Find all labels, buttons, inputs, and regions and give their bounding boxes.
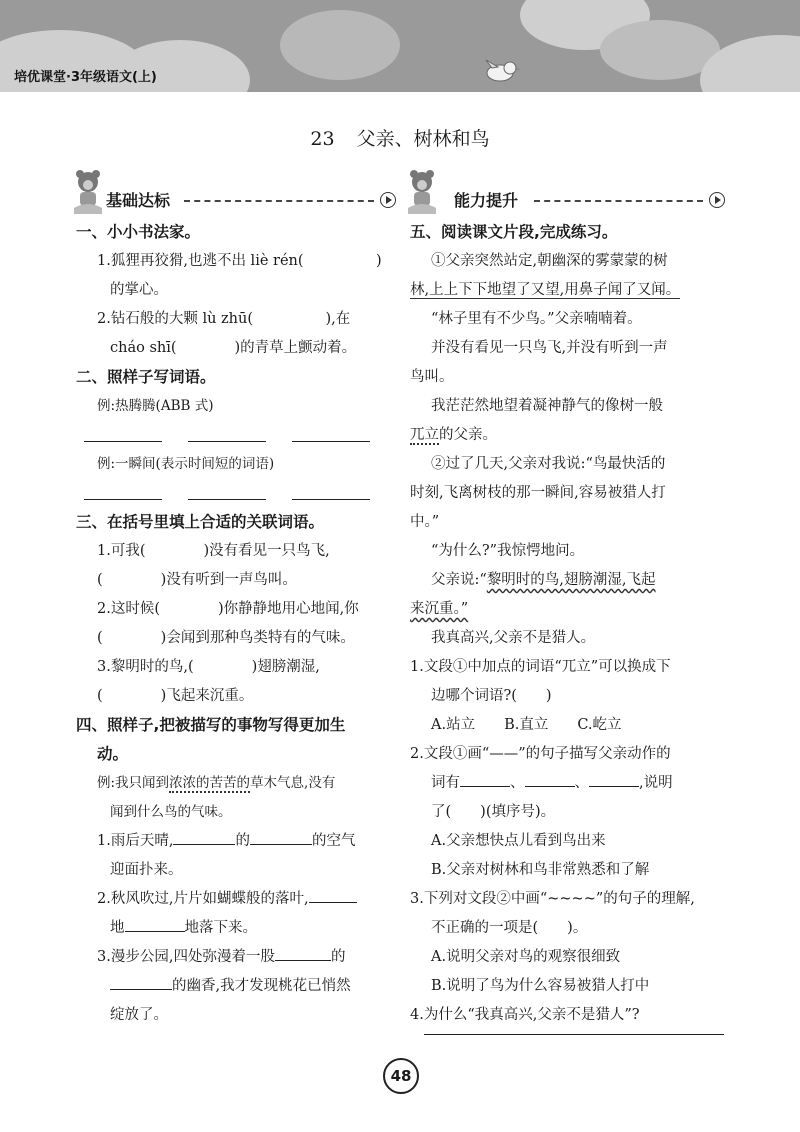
q4-line-7: 绽放了。 (110, 1007, 168, 1023)
q1-line-4: cháo shī( )的青草上颤动着。 (110, 340, 357, 356)
passage-7b (410, 595, 725, 624)
q3-line-4: ( )会闻到那种鸟类特有的气味。 (97, 630, 355, 646)
sub-q2-b1: 词有 (431, 775, 460, 791)
banner-title: 培优课堂·3年级语文(上) (14, 70, 157, 85)
passage-5c: 中。” (410, 514, 440, 530)
section-header-basic (76, 170, 396, 218)
section-divider (534, 200, 703, 202)
q4-blank-1[interactable] (173, 828, 235, 845)
sub-q4-answer-line[interactable] (424, 1034, 724, 1035)
q4-title-2: 动。 (97, 745, 129, 763)
section-divider (184, 200, 374, 202)
q4-l1-b: 的 (235, 833, 250, 849)
section-header-advanced (410, 170, 725, 218)
sub-q3-a: 3.下列对文段②中画“~~~~”的句子的理解, (410, 891, 695, 907)
play-icon (709, 192, 725, 208)
q2-answer-row-1[interactable] (76, 421, 396, 450)
passage-4a: 我茫茫然地望着凝神静气的像树一般 (431, 398, 663, 414)
passage-6: “为什么?”我惊愕地问。 (431, 543, 585, 559)
q3-line-1: 1.可我( )没有看见一只鸟飞, (97, 543, 330, 559)
sub-q1-b: 边哪个词语?( ) (431, 688, 552, 704)
passage-1b-underlined: 林,上上下下地望了又望,用鼻子闻了又闻。 (410, 282, 681, 298)
q4-l4-b: 地落下来。 (184, 920, 257, 936)
q4-example-emphasis: 浓浓的苦苦的 (169, 775, 251, 791)
passage-7a (410, 566, 725, 595)
passage-2: “林子里有不少鸟。”父亲喃喃着。 (431, 311, 642, 327)
sub-q2-blank-3[interactable] (589, 770, 639, 787)
q4-line-4 (76, 914, 396, 943)
section-label-basic: 基础达标 (106, 191, 171, 210)
passage-dotted-word: 兀立 (410, 427, 439, 443)
right-column (410, 170, 725, 1030)
q4-example-part-c: 草木气息,没有 (250, 775, 336, 791)
q4-blank-2[interactable] (250, 828, 312, 845)
q3-line-2: ( )没有听到一声鸟叫。 (97, 572, 297, 588)
sub-q3-option-b[interactable]: B.说明了鸟为什么容易被猎人打中 (431, 978, 650, 994)
q4-l6: 的幽香,我才发现桃花已悄然 (172, 978, 351, 994)
sub-q2-blank-1[interactable] (460, 770, 510, 787)
sub-q2-blank-2[interactable] (525, 770, 575, 787)
q2-example-1: 例:热腾腾(ABB 式) (97, 398, 214, 414)
q4-blank-6[interactable] (110, 973, 172, 990)
page-number: 48 (383, 1058, 419, 1094)
q4-l5-a: 3.漫步公园,四处弥漫着一股 (97, 949, 275, 965)
q3-line-5: 3.黎明时的鸟,( )翅膀潮湿, (97, 659, 320, 675)
sub-q2-c: 了( )(填序号)。 (431, 804, 556, 820)
passage-1b (410, 276, 725, 305)
sub-q1-options[interactable]: A.站立 B.直立 C.屹立 (431, 717, 622, 733)
section-label-advanced: 能力提升 (454, 191, 519, 210)
q2-answer-row-2[interactable] (76, 479, 396, 508)
lesson-number: 23 (310, 128, 335, 150)
q3-title: 三、在括号里填上合适的关联词语。 (76, 513, 325, 531)
q4-l3: 2.秋风吹过,片片如蝴蝶般的落叶, (97, 891, 309, 907)
passage-4b-rest: 的父亲。 (439, 427, 497, 443)
passage-7b-wavy: 来沉重。” (410, 601, 469, 617)
q1-line-1: 1.狐狸再狡猾,也逃不出 liè rén( ) (97, 253, 382, 269)
sub-q2-b4: ,说明 (639, 775, 673, 791)
q1-line-3: 2.钻石般的大颗 lù zhū( ),在 (97, 311, 351, 327)
bear-mascot-icon (72, 170, 104, 216)
left-column (76, 170, 396, 1030)
sub-q2-b (410, 769, 725, 798)
sub-q2-option-b[interactable]: B.父亲对树林和鸟非常熟悉和了解 (431, 862, 650, 878)
sub-q3-b: 不正确的一项是( )。 (431, 920, 588, 936)
q4-line-1 (76, 827, 396, 856)
q2-title: 二、照样子写词语。 (76, 368, 216, 386)
bird-icon (482, 58, 522, 84)
q5-title: 五、阅读课文片段,完成练习。 (410, 223, 618, 241)
sub-q1-a: 1.文段①中加点的词语“兀立”可以换成下 (410, 659, 671, 675)
passage-5a: ②过了几天,父亲对我说:“鸟最快活的 (431, 456, 666, 472)
sub-q4: 4.为什么“我真高兴,父亲不是猎人”? (410, 1007, 640, 1023)
sub-q2-b3: 、 (574, 775, 589, 791)
passage-4b (410, 421, 725, 450)
bear-mascot-icon (406, 170, 438, 216)
q4-example-part-a: 例:我只闻到 (97, 775, 170, 791)
passage-1a: ①父亲突然站定,朝幽深的雾蒙蒙的树 (431, 253, 668, 269)
q4-line-3 (76, 885, 396, 914)
passage-8: 我真高兴,父亲不是猎人。 (431, 630, 596, 646)
q4-blank-5[interactable] (275, 944, 331, 961)
q4-blank-4[interactable] (125, 915, 185, 932)
q4-example-1 (76, 769, 396, 798)
header-banner (0, 0, 800, 92)
lesson-name: 父亲、树林和鸟 (356, 128, 490, 150)
q4-l5-b: 的 (330, 949, 346, 965)
lesson-title (0, 124, 800, 151)
sub-q2-b2: 、 (510, 775, 525, 791)
q4-l1-c: 的空气 (311, 833, 356, 849)
q3-line-3: 2.这时候( )你静静地用心地闻,你 (97, 601, 359, 617)
sub-q2-a: 2.文段①画“——”的句子描写父亲动作的 (410, 746, 671, 762)
passage-3a: 并没有看见一只鸟飞,并没有听到一声 (431, 340, 668, 356)
q3-line-6: ( )飞起来沉重。 (97, 688, 254, 704)
q2-example-2: 例:一瞬间(表示时间短的词语) (97, 456, 275, 472)
passage-5b: 时刻,飞离树枝的那一瞬间,容易被猎人打 (410, 485, 666, 501)
sub-q3-option-a[interactable]: A.说明父亲对鸟的观察很细致 (431, 949, 621, 965)
q1-line-2: 的掌心。 (110, 282, 168, 298)
q4-l4-a: 地 (110, 920, 125, 936)
passage-3b: 鸟叫。 (410, 369, 454, 385)
q4-blank-3[interactable] (309, 886, 357, 903)
q4-line-2: 迎面扑来。 (110, 862, 183, 878)
play-icon (380, 192, 396, 208)
q1-title: 一、小小书法家。 (76, 223, 201, 241)
passage-7a-lead: 父亲说:“ (431, 572, 487, 588)
sub-q2-option-a[interactable]: A.父亲想快点儿看到鸟出来 (431, 833, 606, 849)
q4-l1-a: 1.雨后天晴, (97, 833, 174, 849)
q4-line-5 (76, 943, 396, 972)
q4-line-6 (76, 972, 396, 1001)
q4-title-1: 四、照样子,把被描写的事物写得更加生 (76, 716, 346, 734)
passage-7a-wavy: 黎明时的鸟,翅膀潮湿,飞起 (486, 572, 656, 588)
q4-example-2: 闻到什么鸟的气味。 (110, 804, 232, 820)
